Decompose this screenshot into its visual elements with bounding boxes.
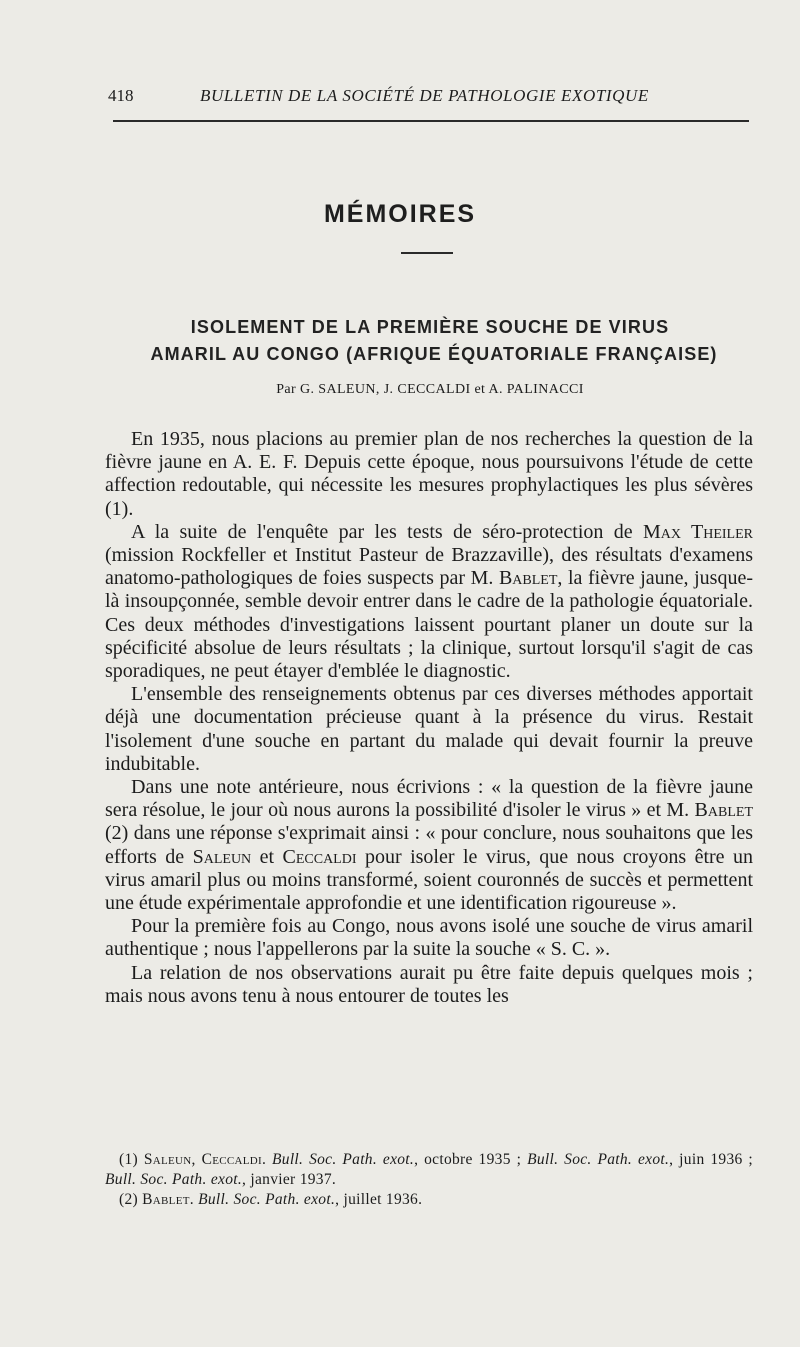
footnote-1: [105, 1150, 753, 1190]
paragraph-2-part-a: A la suite de l'enquête par les tests de séro-protection de: [131, 520, 643, 543]
paragraph-2-part-c: , la fièvre jaune, jusque-là insoupçonnée, semble devoir entrer dans le cadre de la pathologie équatoriale. Ces deux méthodes d'investigations laissent pourtant planer un doute sur la spécificité absolue de leurs résultats ; la clinique, surtout lorsqu'il s'agit de cas sporadiques, ne peut étayer d'emblée le diagnostic.: [105, 567, 753, 683]
footnote-2-date: , juillet 1936.: [335, 1191, 423, 1208]
paragraph-2: [105, 521, 753, 683]
footnote-1-source-2: Bull. Soc. Path. exot.: [527, 1151, 670, 1168]
journal-title: BULLETIN DE LA SOCIÉTÉ DE PATHOLOGIE EXOTIQUE: [200, 86, 649, 105]
author-name-saleun: Saleun: [192, 845, 252, 868]
paragraph-3: L'ensemble des renseignements obtenus par ces diverses méthodes apportait déjà une documentation précieuse quant à la présence du virus. Restait l'isolement d'une souche en partant du malade qui devait fournir la preuve indubitable.: [105, 683, 753, 775]
paragraph-2-part-b: (mission Rockfeller et Institut Pasteur de Brazzaville), des résultats d'examens anatomo-pathologiques de foies suspects par M.: [105, 544, 753, 590]
footnote-2-source: Bull. Soc. Path. exot.: [193, 1191, 336, 1208]
section-rule: [401, 252, 453, 254]
footnote-1-source-3: Bull. Soc. Path. exot.: [105, 1171, 243, 1188]
footnote-1-date-3: , janvier 1937.: [242, 1171, 337, 1188]
page-number: 418: [108, 86, 134, 105]
paragraph-4: [105, 776, 753, 915]
author-name-bablet: Bablet: [694, 799, 753, 822]
paragraph-5: Pour la première fois au Congo, nous avons isolé une souche de virus amaril authentique ; nous l'appellerons par la suite la souche « S. C. ».: [105, 915, 753, 961]
footnote-1-authors: Saleun, Ceccaldi.: [143, 1151, 267, 1168]
paragraph-6: La relation de nos observations aurait pu être faite depuis quelques mois ; mais nous avons tenu à nous entourer de toutes les: [105, 961, 753, 1007]
author-name-bablet: Bablet: [498, 567, 558, 590]
paragraph-1: En 1935, nous placions au premier plan de nos recherches la question de la fièvre jaune en A. E. F. Depuis cette époque, nous poursuivons l'étude de cette affection redoutable, qui nécessite les mesures prophylactiques les plus sévères (1).: [105, 428, 753, 520]
section-title: MÉMOIRES: [323, 200, 477, 228]
footnote-2-number: (2): [119, 1191, 143, 1208]
footnotes: [105, 1150, 753, 1210]
running-header: [108, 86, 748, 112]
footnote-1-date-2: , juin 1936 ;: [669, 1151, 754, 1168]
byline: Par G. SALEUN, J. CECCALDI et A. PALINACCI: [276, 382, 584, 397]
article-title-line-1: ISOLEMENT DE LA PREMIÈRE SOUCHE DE VIRUS: [190, 317, 670, 337]
paragraph-4-part-a: Dans une note antérieure, nous écrivions : « la question de la fièvre jaune sera résolue, le jour où nous aurons la possibilité d'isoler le virus » et M.: [105, 776, 753, 822]
footnote-1-date-1: , octobre 1935 ;: [414, 1151, 528, 1168]
author-name-theiler: Max Theiler: [643, 520, 753, 543]
paragraph-4-part-b: (2) dans une réponse s'exprimait ainsi : « pour conclure, nous souhaitons que les efforts de: [105, 822, 753, 868]
footnote-1-source-1: Bull. Soc. Path. exot.: [266, 1151, 415, 1168]
paragraph-4-part-c: et: [251, 845, 283, 868]
footnote-1-number: (1): [119, 1151, 144, 1168]
paragraph-4-part-d: pour isoler le virus, que nous croyons être un virus amaril plus ou moins transformé, soient couronnés de succès et permettent une étude expérimentale approfondie et une identification rigoureuse ».: [105, 845, 753, 915]
footnote-2: [105, 1190, 753, 1210]
article-title-line-2: AMARIL AU CONGO (AFRIQUE ÉQUATORIALE FRANÇAISE): [150, 344, 718, 364]
header-rule: [113, 120, 749, 122]
footnote-2-author: Bablet.: [142, 1191, 194, 1208]
author-name-ceccaldi: Ceccaldi: [282, 845, 357, 868]
article-body: [105, 428, 753, 1008]
